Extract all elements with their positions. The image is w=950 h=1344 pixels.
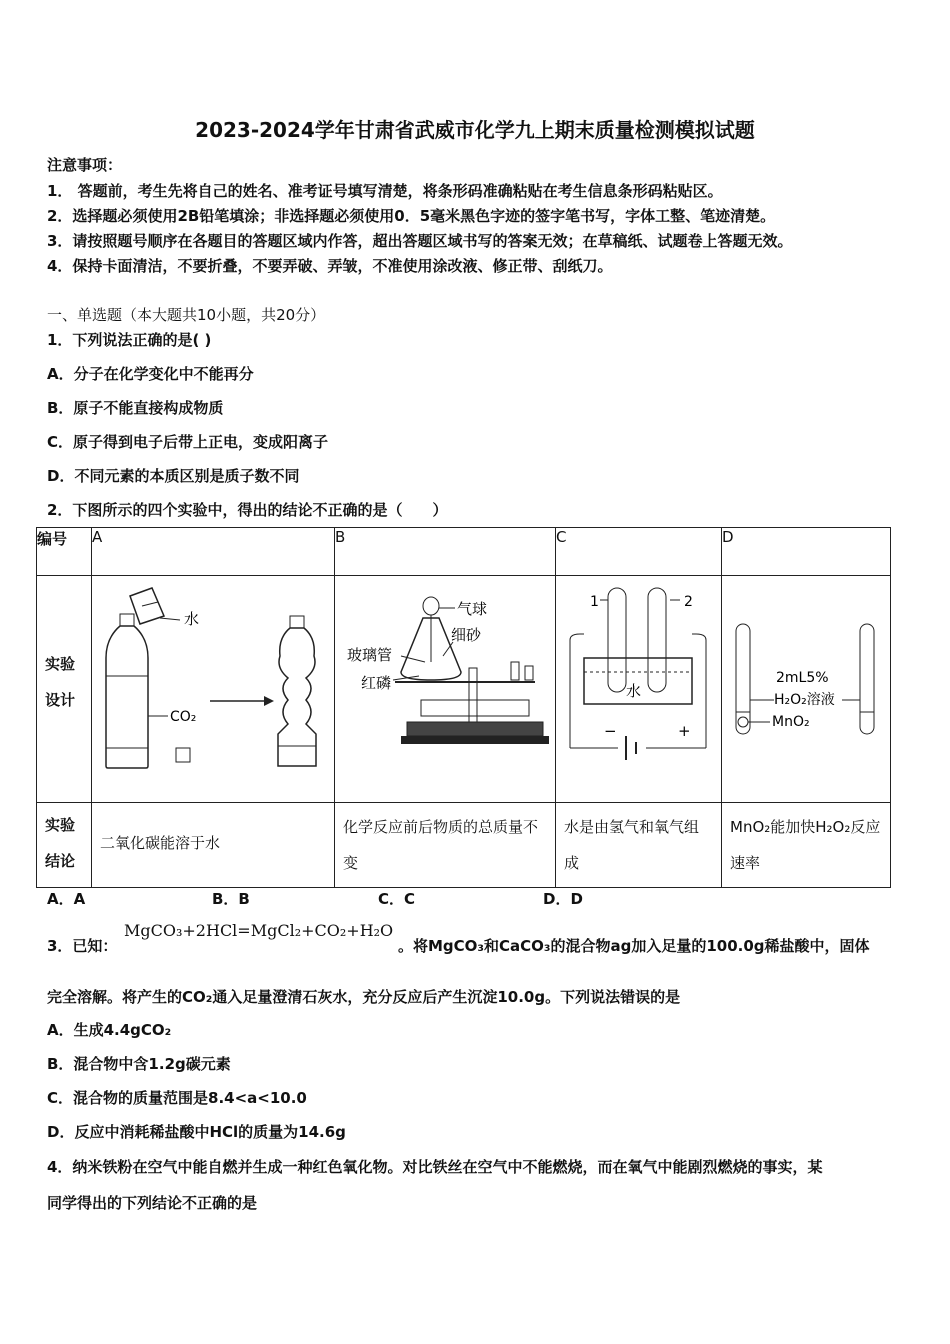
q1-option-a: A．分子在化学变化中不能再分 <box>47 365 254 383</box>
notice-item-3: 3．请按照题号顺序在各题目的答题区域内作答，超出答题区域书写的答案无效；在草稿纸、试题卷上答题无效。 <box>47 232 793 250</box>
q3-equation: MgCO₃+2HCl=MgCl₂+CO₂+H₂O <box>124 921 394 940</box>
label-tube: 玻璃管 <box>347 646 393 664</box>
label-minus: − <box>604 722 617 740</box>
label-water: 水 <box>184 610 200 628</box>
label-sand: 细砂 <box>451 626 482 644</box>
design-label-line1: 实验 <box>45 655 76 673</box>
q3-prefix: 3．已知： <box>47 937 118 955</box>
figure-d-cell <box>722 576 891 803</box>
section-heading: 一、单选题（本大题共10小题，共20分） <box>47 306 326 324</box>
label-tube-1: 1 <box>590 594 599 610</box>
label-balloon: 气球 <box>457 600 488 618</box>
q3-stem-line2: 完全溶解。将产生的CO₂通入足量澄清石灰水，充分反应后产生沉淀10.0g。下列说法错误的是 <box>47 988 681 1006</box>
conclusion-d: MnO₂能加快H₂O₂反应速率 <box>722 803 891 888</box>
header-a: A <box>92 528 335 576</box>
page-title: 2023-2024学年甘肃省武威市化学九上期末质量检测模拟试题 <box>195 118 755 142</box>
header-c: C <box>556 528 722 576</box>
notice-heading: 注意事项： <box>47 156 123 174</box>
q2-stem: 2．下图所示的四个实验中，得出的结论不正确的是（ ） <box>47 501 448 519</box>
q3-option-b: B．混合物中含1.2g碳元素 <box>47 1055 231 1073</box>
q3-option-c: C．混合物的质量范围是8.4<a<10.0 <box>47 1089 307 1107</box>
figure-c-cell <box>556 576 722 803</box>
figure-a-cell <box>92 576 335 803</box>
experiment-table <box>36 527 891 888</box>
figure-a-bottle-diagram <box>92 576 334 798</box>
q2-option-d: D．D <box>543 890 583 908</box>
figure-d-testtube-diagram <box>722 576 890 798</box>
q3-option-a: A．生成4.4gCO₂ <box>47 1021 172 1039</box>
conclusion-c: 水是由氢气和氧气组成 <box>556 803 722 888</box>
label-tube-2: 2 <box>684 594 693 610</box>
design-label-line2: 设计 <box>45 691 76 709</box>
notice-item-4: 4．保持卡面清洁，不要折叠，不要弄破、弄皱，不准使用涂改液、修正带、刮纸刀。 <box>47 257 613 275</box>
q2-option-b: B．B <box>212 890 250 908</box>
q3-option-d: D．反应中消耗稀盐酸中HCl的质量为14.6g <box>47 1123 346 1141</box>
q2-option-a: A．A <box>47 890 86 908</box>
figure-b-cell <box>335 576 556 803</box>
label-plus: + <box>678 722 691 740</box>
design-label <box>37 576 92 803</box>
q3-stem-rest: 。将MgCO₃和CaCO₃的混合物ag加入足量的100.0g稀盐酸中，固体 <box>398 937 870 955</box>
label-mno2: MnO₂ <box>772 714 810 730</box>
q4-line2: 同学得出的下列结论不正确的是 <box>47 1194 258 1212</box>
q1-option-b: B．原子不能直接构成物质 <box>47 399 224 417</box>
q1-stem: 1．下列说法正确的是( ) <box>47 331 212 349</box>
conclusion-b: 化学反应前后物质的总质量不变 <box>335 803 556 888</box>
header-b: B <box>335 528 556 576</box>
q2-option-c: C．C <box>378 890 416 908</box>
header-d: D <box>722 528 891 576</box>
notice-item-2: 2．选择题必须使用2B铅笔填涂；非选择题必须使用0．5毫米黑色字迹的签字笔书写，字体工整、笔迹清楚。 <box>47 207 776 225</box>
q4-line1: 4．纳米铁粉在空气中能自燃并生成一种红色氧化物。对比铁丝在空气中不能燃烧，而在氧气中能剧烈燃烧的事实，某 <box>47 1158 823 1176</box>
conclusion-label <box>37 803 92 888</box>
label-phosphorus: 红磷 <box>361 674 392 692</box>
label-water-c: 水 <box>626 682 642 700</box>
label-h2o2-solution: H₂O₂溶液 <box>774 692 835 708</box>
figure-c-electrolysis-diagram <box>556 576 721 798</box>
conclusion-label-line1: 实验 <box>45 816 76 834</box>
q1-option-d: D．不同元素的本质区别是质子数不同 <box>47 467 300 485</box>
figure-b-balance-diagram <box>335 576 555 798</box>
label-concentration: 2mL5% <box>776 670 829 686</box>
notice-item-1: 1． 答题前，考生先将自己的姓名、准考证号填写清楚，将条形码准确粘贴在考生信息条形码粘贴区。 <box>47 182 723 200</box>
label-co2: CO₂ <box>170 709 197 725</box>
conclusion-label-line2: 结论 <box>45 852 76 870</box>
conclusion-a: 二氧化碳能溶于水 <box>92 803 335 888</box>
header-label: 编号 <box>37 528 92 576</box>
q1-option-c: C．原子得到电子后带上正电，变成阳离子 <box>47 433 329 451</box>
